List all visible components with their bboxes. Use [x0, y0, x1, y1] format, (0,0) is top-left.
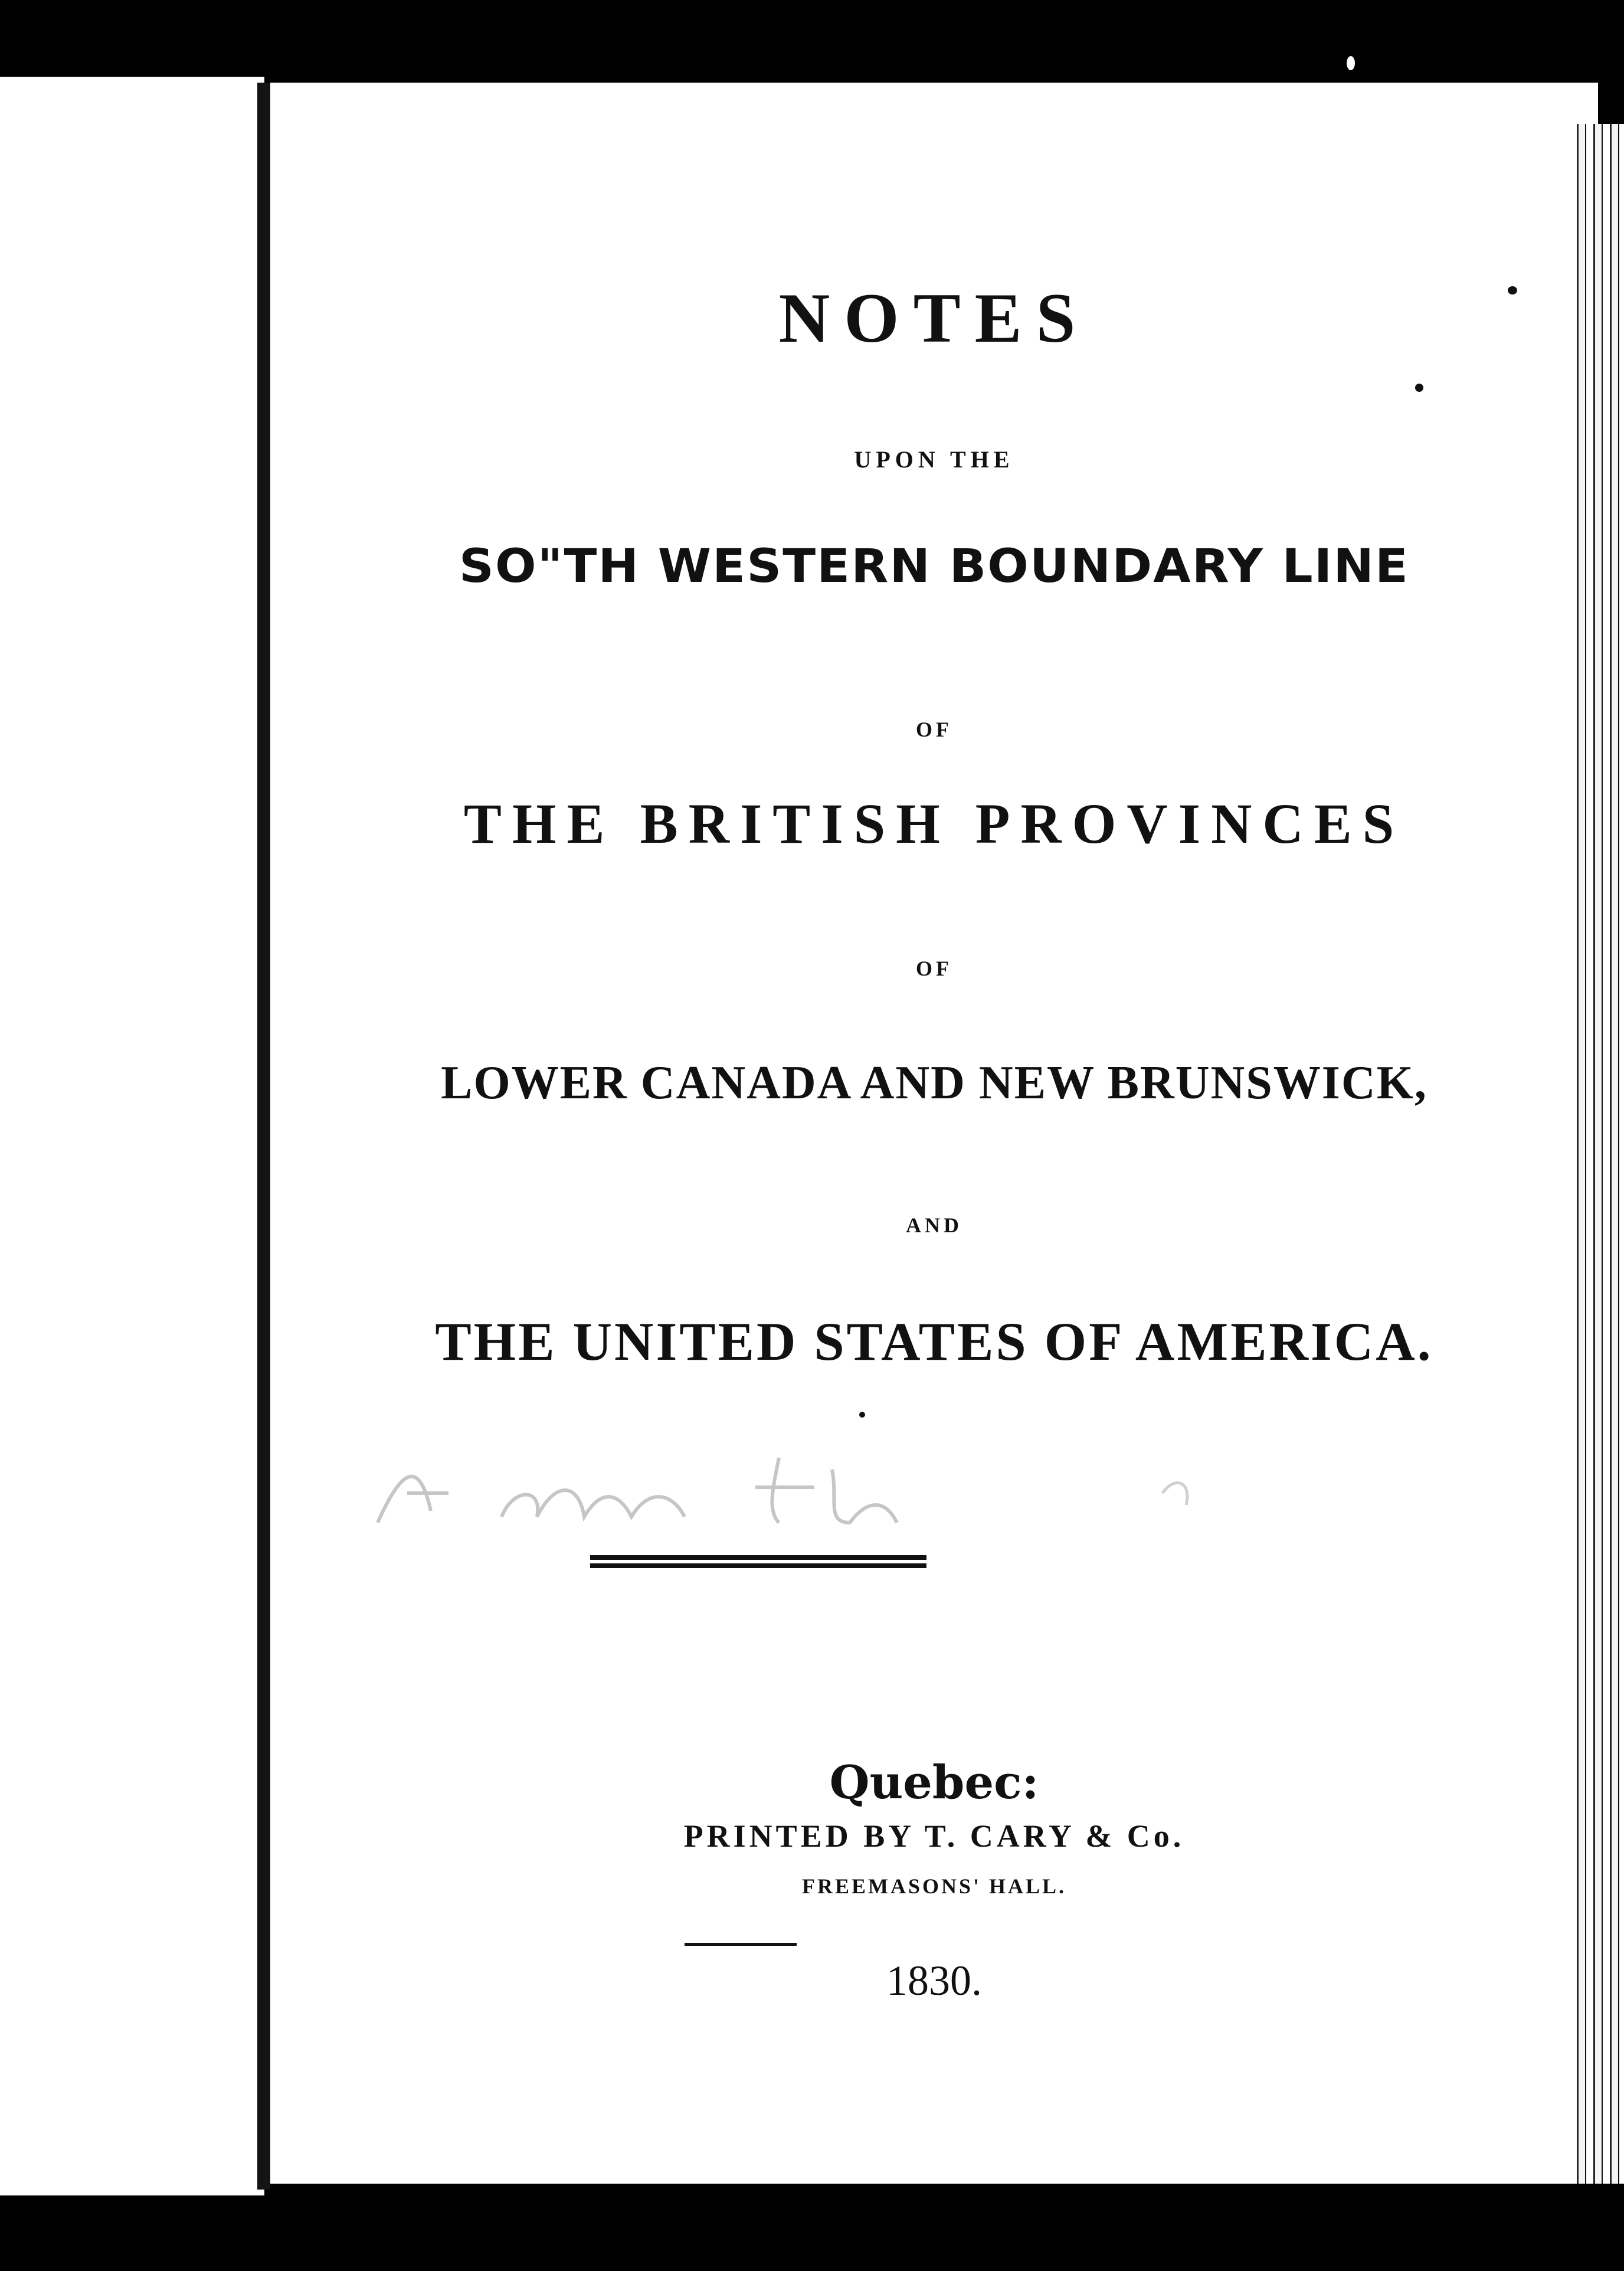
subtitle-lower-canada: LOWER CANADA AND NEW BRUNSWICK, [441, 1057, 1427, 1109]
subtitle-upon: UPON THE [854, 446, 1014, 473]
title-page [270, 83, 1598, 2184]
imprint-printer: PRINTED BY T. CARY & Co. [683, 1818, 1185, 1854]
scan-mark [1347, 56, 1355, 70]
ink-speck [859, 1412, 865, 1418]
book-gutter [257, 83, 270, 2190]
ink-speck [1415, 384, 1423, 392]
ink-speck [1508, 286, 1517, 294]
faded-handwritten-signature [366, 1434, 1298, 1540]
subtitle-and: AND [906, 1213, 962, 1237]
subtitle-united-states: THE UNITED STATES OF AMERICA. [435, 1311, 1433, 1372]
subtitle-of-1: OF [916, 718, 952, 741]
book-title: NOTES [778, 279, 1090, 357]
imprint-address: FREEMASONS' HALL. [801, 1874, 1067, 1898]
short-rule [685, 1943, 797, 1946]
facing-blank-page [0, 77, 264, 2195]
subtitle-boundary-line: SO"TH WESTERN BOUNDARY LINE [459, 540, 1410, 593]
imprint-year: 1830. [886, 1957, 982, 2004]
subtitle-of-2: OF [916, 957, 952, 980]
double-rule [590, 1555, 926, 1569]
imprint-city: Quebec: [829, 1756, 1039, 1809]
subtitle-british-provinces: THE BRITISH PROVINCES [463, 792, 1405, 855]
